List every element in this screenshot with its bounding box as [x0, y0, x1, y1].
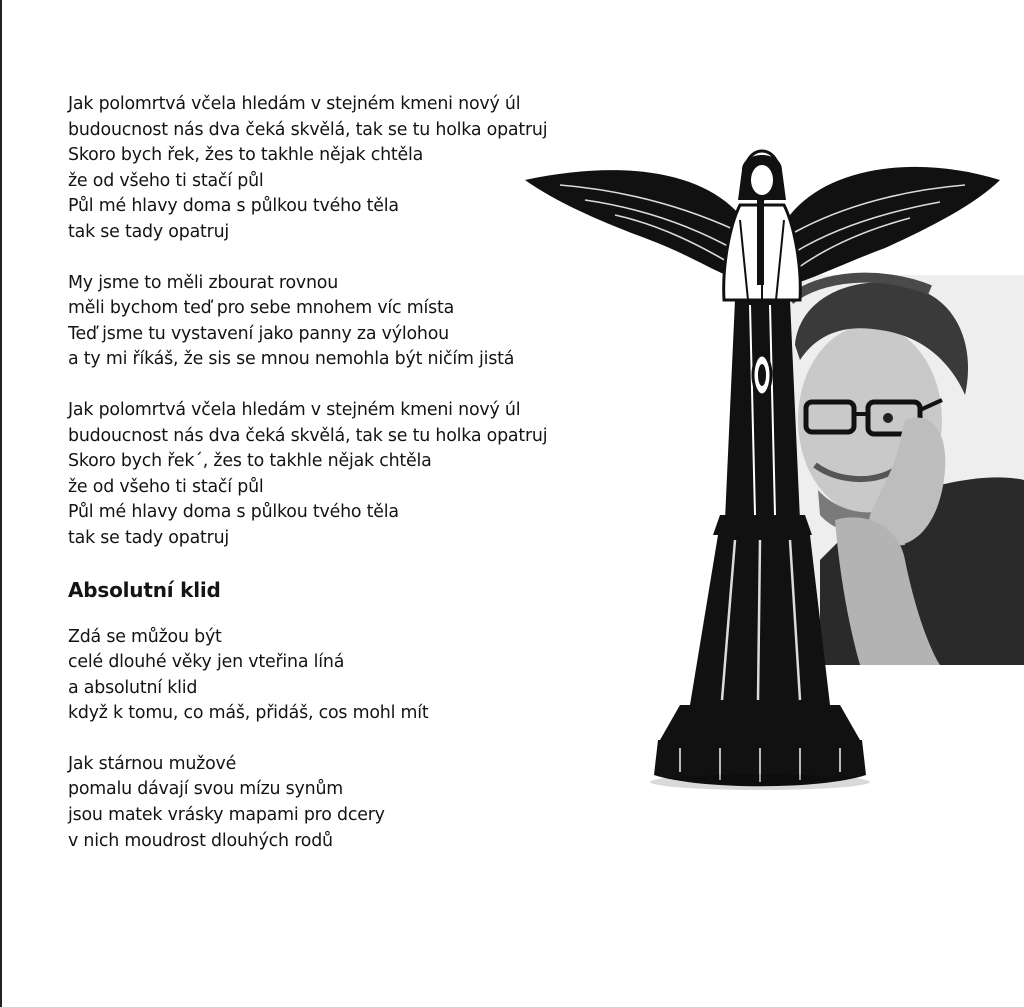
lyric-line: když k tomu, co máš, přidáš, cos mohl mít	[68, 703, 429, 724]
lyric-line: Půl mé hlavy doma s půlkou tvého těla	[68, 502, 399, 523]
lyric-line: a ty mi říkáš, že sis se mnou nemohla být ničím jistá	[68, 349, 515, 370]
lyric-line: Skoro bych řek‚ žes to takhle nějak chtěla	[68, 145, 424, 166]
angel-figure	[724, 151, 801, 300]
lyric-line: že od všeho ti stačí půl	[68, 476, 264, 497]
lyric-line: Skoro bych řek´, žes to takhle nějak chtěla	[68, 451, 432, 472]
lyric-line: Jak polomrtvá včela hledám v stejném kmeni nový úl	[68, 399, 521, 420]
lyric-line: budoucnost nás dva čeká skvělá, tak se tu holka opatruj	[68, 119, 548, 140]
lyric-line: že od všeho ti stačí půl	[68, 170, 264, 191]
lyric-line: My jsme to měli zbourat rovnou	[68, 272, 339, 293]
lyric-line: tak se tady opatruj	[68, 527, 230, 548]
song-title: Absolutní klid	[68, 577, 221, 602]
lyric-line: Teď jsme tu vystavení jako panny za výlohou	[68, 323, 449, 344]
lyric-line: a absolutní klid	[68, 677, 198, 698]
lyric-line: celé dlouhé věky jen vteřina líná	[68, 652, 345, 673]
lyric-line: měli bychom teď pro sebe mnohem víc místa	[68, 298, 455, 319]
page-edge-rule	[0, 0, 2, 1007]
lyric-line: Jak stárnou mužové	[68, 753, 237, 774]
lyric-line: v nich moudrost dlouhých rodů	[68, 830, 333, 851]
angel-statue-illustration	[520, 140, 1024, 800]
lyric-line: Půl mé hlavy doma s půlkou tvého těla	[68, 196, 399, 217]
lyric-line: jsou matek vrásky mapami pro dcery	[68, 805, 385, 826]
lyric-line: tak se tady opatruj	[68, 221, 230, 242]
lyric-line: budoucnost nás dva čeká skvělá, tak se tu holka opatruj	[68, 425, 548, 446]
portrait-photo	[790, 275, 1024, 665]
lyric-line: pomalu dávají svou mízu synům	[68, 779, 344, 800]
lyric-line: Jak polomrtvá včela hledám v stejném kmeni nový úl	[68, 94, 521, 114]
lyric-line: Zdá se můžou být	[68, 626, 222, 647]
